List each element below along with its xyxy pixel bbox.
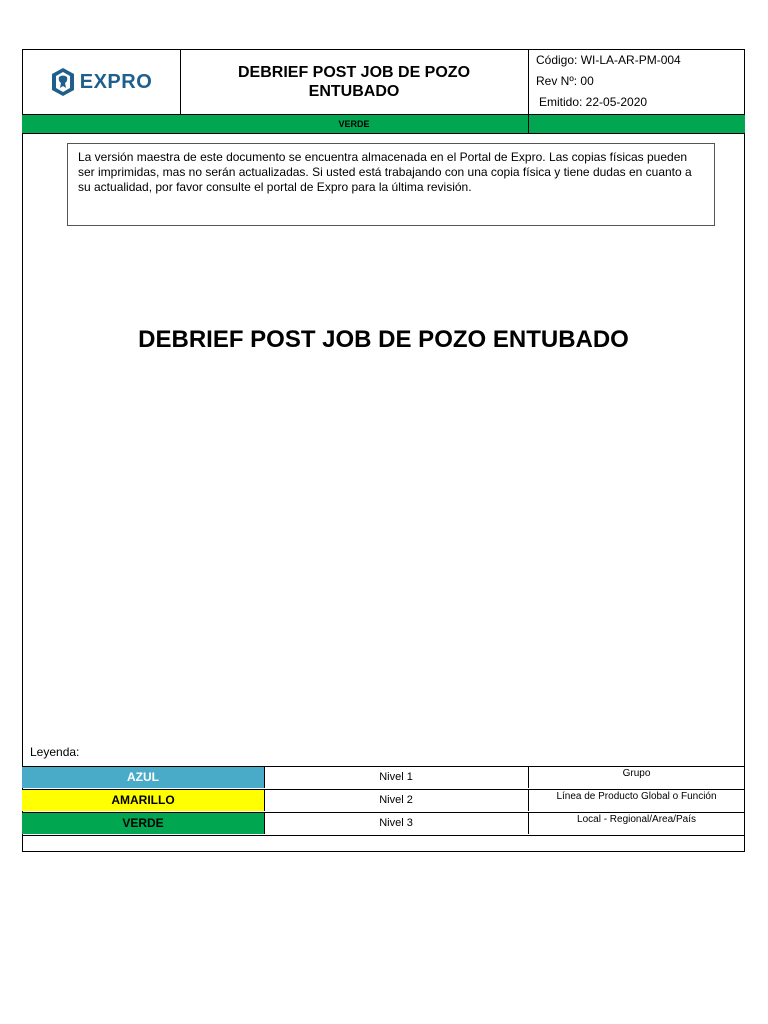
- right-edge-mark: [744, 452, 745, 456]
- legend-scope: Grupo: [622, 768, 651, 779]
- left-edge-mark: [22, 452, 23, 456]
- master-copy-notice: La versión maestra de este documento se encuentra almacenada en el Portal de Expro. Las copias físicas pueden ser imprimidas, mas no serán actualizadas. Si usted está trabajando con una copia física y tiene dudas en cuanto a su actualidad, por favor consulte el portal de Expro para la última revisión.: [67, 143, 715, 226]
- lion-emblem-icon: [50, 67, 76, 97]
- legend-color-verde: VERDE: [22, 813, 265, 834]
- classification-label: VERDE: [338, 119, 370, 129]
- main-title: DEBRIEF POST JOB DE POZO ENTUBADO: [138, 326, 629, 353]
- legend-scope: Local - Regional/Area/País: [577, 814, 696, 825]
- header-title: [180, 49, 529, 115]
- classification-divider: [528, 115, 529, 133]
- expro-logo: [50, 67, 153, 97]
- legend-scope: Línea de Producto Global o Función: [556, 791, 717, 802]
- document-header: [22, 49, 745, 115]
- logo-cell: [22, 49, 181, 115]
- legend-row: [22, 813, 745, 836]
- legend-level: Nivel 3: [264, 813, 529, 834]
- revision-number: Rev Nº: 00: [536, 74, 594, 88]
- legend-level: Nivel 1: [264, 767, 529, 788]
- document-code: Código: WI-LA-AR-PM-004: [536, 53, 681, 67]
- legend-color-amarillo: AMARILLO: [22, 790, 265, 811]
- document-meta: [528, 49, 745, 115]
- legend-level: Nivel 2: [264, 790, 529, 811]
- legend-color-azul: AZUL: [22, 767, 265, 788]
- classification-bar: [22, 115, 745, 134]
- legend-row: [22, 790, 745, 813]
- legend-table: [22, 766, 745, 836]
- logo-text: EXPRO: [79, 70, 153, 93]
- header-title-line1: DEBRIEF POST JOB DE POZO: [237, 64, 471, 81]
- legend-label: Leyenda:: [30, 745, 80, 759]
- issue-date: Emitido: 22-05-2020: [539, 95, 648, 109]
- legend-row: [22, 767, 745, 790]
- header-title-line2: ENTUBADO: [308, 83, 400, 100]
